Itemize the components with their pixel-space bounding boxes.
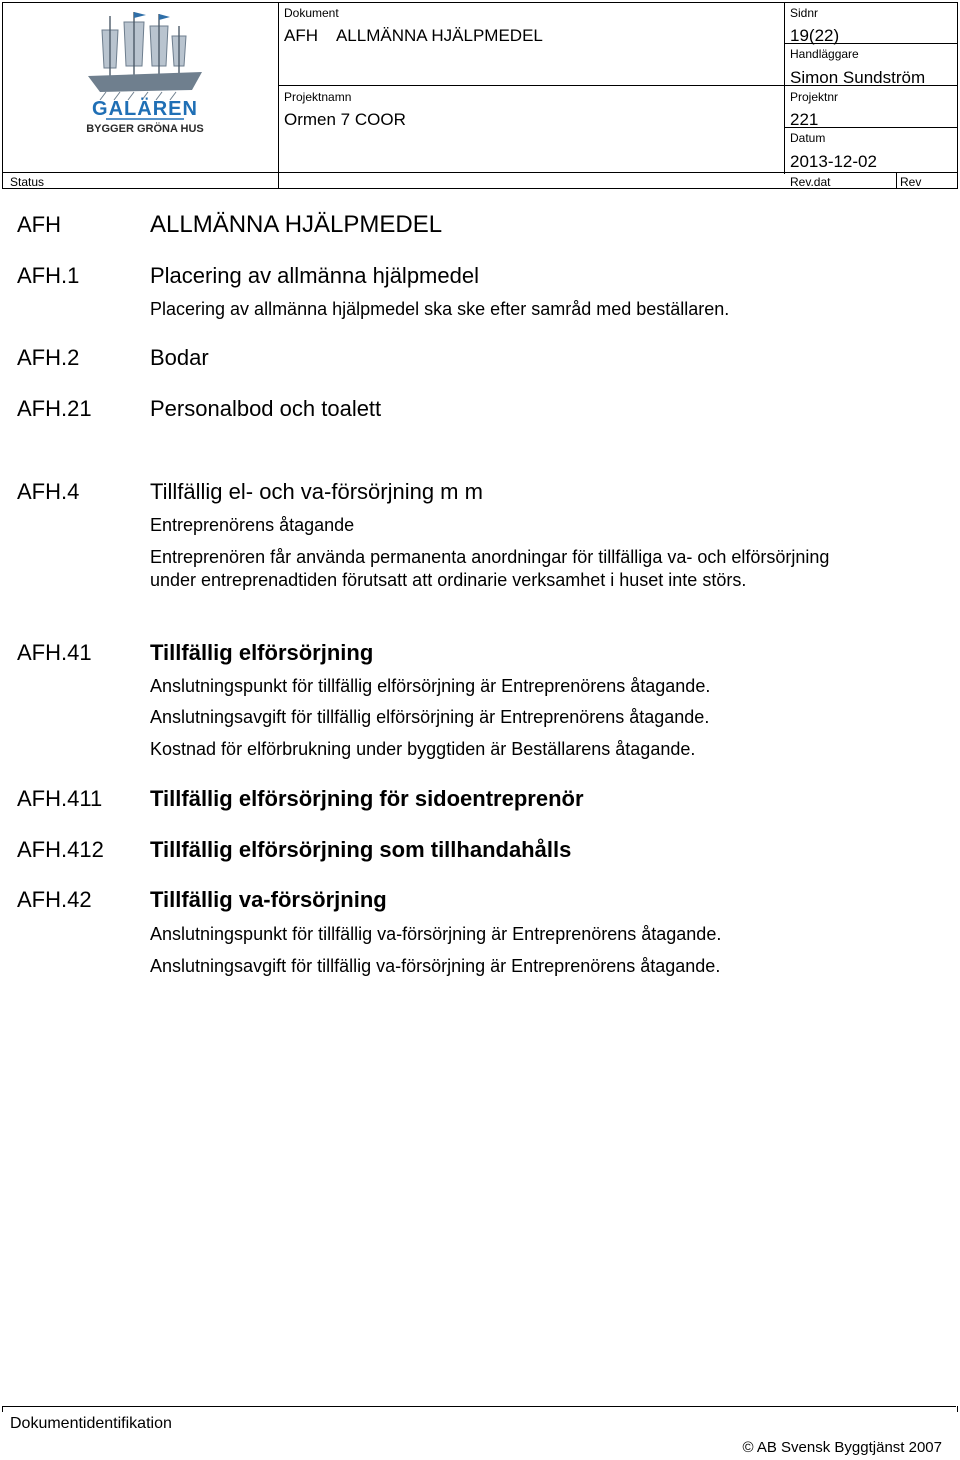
section-code: AFH.21 [17,396,92,421]
section-code: AFH.1 [17,263,80,288]
dokument-value: AFH ALLMÄNNA HJÄLPMEDEL [284,26,543,45]
dokument-label: Dokument [284,6,339,20]
section-code: AFH [17,212,61,237]
footer-doc-id: Dokumentidentifikation [10,1415,172,1432]
logo-tagline: BYGGER GRÖNA HUS [86,123,204,135]
projektnr-label: Projektnr [790,90,839,104]
document-header [0,0,958,188]
section-title: Tillfällig el- och va-försörjning m m [150,479,483,504]
section-title: Bodar [150,345,209,370]
section-text: Entreprenören får använda permanenta anordningar för tillfälliga va- och elförsörjning under entreprenadtiden förutsatt att ordinarie verksamhet i huset inte störs. [150,547,830,590]
section-title: ALLMÄNNA HJÄLPMEDEL [150,211,443,238]
projektnamn-value: Ormen 7 COOR [284,110,406,129]
ship-logo-icon [60,8,230,138]
section-code: AFH.411 [17,786,103,811]
section-code: AFH.42 [17,887,92,912]
section-code: AFH.412 [17,837,104,862]
section-subtitle: Entreprenörens åtagande [150,515,355,535]
projektnamn-label: Projektnamn [284,90,352,104]
datum-label: Datum [790,131,826,145]
section-code: AFH.2 [17,345,80,370]
section-code: AFH.41 [17,640,92,665]
datum-value: 2013-12-02 [790,152,877,171]
projektnr-value: 221 [790,110,819,129]
section-title: Tillfällig elförsörjning som tillhandahålls [150,837,572,862]
rev-label: Rev [900,175,922,189]
section-title: Personalbod och toalett [150,396,382,421]
status-label: Status [10,175,45,189]
section-code: AFH.4 [17,479,80,504]
section-title: Tillfällig va-försörjning [150,887,387,912]
logo-brand: GALÄREN [92,98,198,120]
sidnr-label: Sidnr [790,6,819,20]
section-title: Tillfällig elförsörjning för sidoentreprenör [150,786,584,811]
section-text: Placering av allmänna hjälpmedel ska ske efter samråd med beställaren. [150,299,730,319]
galaren-logo [60,8,230,138]
document-footer [2,1406,956,1457]
revdat-label: Rev.dat [790,175,831,189]
section-line: Kostnad för elförbrukning under byggtiden är Beställarens åtagande. [150,739,696,759]
handlaggare-label: Handläggare [790,47,859,61]
section-title: Tillfällig elförsörjning [150,640,374,665]
footer-copyright: © AB Svensk Byggtjänst 2007 [742,1439,942,1456]
section-line: Anslutningspunkt för tillfällig elförsörjning är Entreprenörens åtagande. [150,676,711,696]
section-line: Anslutningsavgift för tillfällig va-försörjning är Entreprenörens åtagande. [150,956,721,976]
sidnr-value: 19(22) [790,26,840,45]
section-line: Anslutningsavgift för tillfällig elförsörjning är Entreprenörens åtagande. [150,707,710,727]
footer-divider [2,1406,3,1412]
handlaggare-value: Simon Sundström [790,68,926,87]
footer-divider [957,1406,958,1412]
section-line: Anslutningspunkt för tillfällig va-försörjning är Entreprenörens åtagande. [150,924,722,944]
section-title: Placering av allmänna hjälpmedel [150,263,479,288]
